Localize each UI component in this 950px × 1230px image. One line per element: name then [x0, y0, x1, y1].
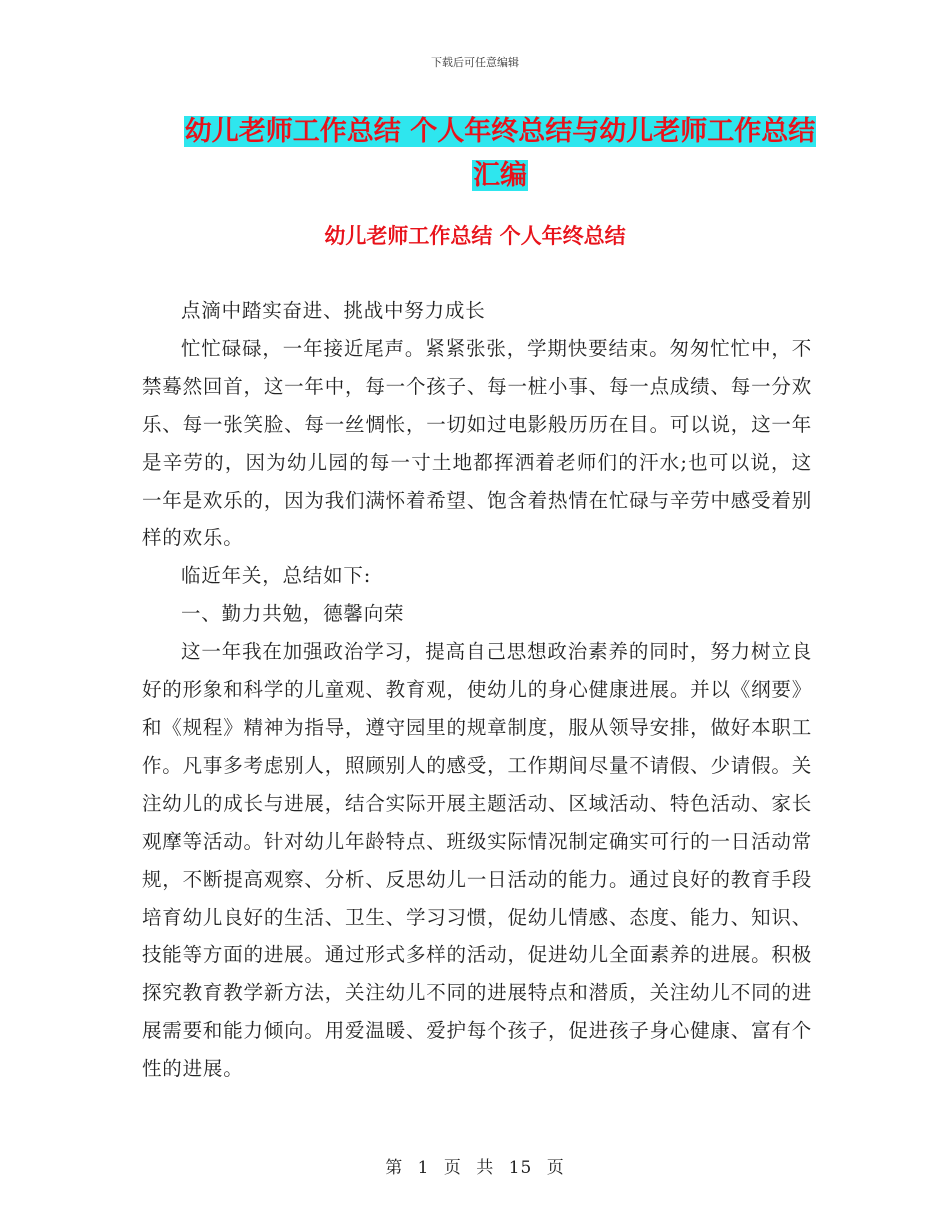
document-title — [140, 110, 860, 198]
footer-total-pages: 15 — [508, 1158, 533, 1178]
page-footer — [0, 1153, 950, 1178]
footer-page-unit: 页 — [443, 1158, 462, 1178]
footer-page-label: 第 — [385, 1158, 404, 1178]
paragraph-opening: 忙忙碌碌，一年接近尾声。紧紧张张，学期快要结束。匆匆忙忙中，不禁蓦然回首，这一年中，每一个孩子、每一桩小事、每一点成绩、每一分欢乐、每一张笑脸、每一丝惆怅，一切如过电影般历历在目。可以说，这一年是辛劳的，因为幼儿园的每一寸土地都挥洒着老师们的汗水;也可以说，这一年是欢乐的，因为我们满怀着希望、饱含着热情在忙碌与辛劳中感受着别样的欢乐。 — [142, 336, 812, 550]
footer-page-number: 1 — [417, 1158, 430, 1178]
section-title: 幼儿老师工作总结 个人年终总结 — [324, 224, 626, 248]
paragraph-summary-intro: 临近年关，总结如下: — [181, 564, 372, 588]
paragraph-section-body: 这一年我在加强政治学习，提高自己思想政治素养的同时，努力树立良好的形象和科学的儿童观、教育观，使幼儿的身心健康进展。并以《纲要》和《规程》精神为指导，遵守园里的规章制度，服从领导安排，做好本职工作。凡事多考虑别人，照顾别人的感受，工作期间尽量不请假、少请假。关注幼儿的成长与进展，结合实际开展主题活动、区域活动、特色活动、家长观摩等活动。针对幼儿年龄特点、班级实际情况制定确实可行的一日活动常规，不断提高观察、分析、反思幼儿一日活动的能力。通过良好的教育手段培育幼儿良好的生活、卫生、学习习惯，促幼儿情感、态度、能力、知识、技能等方面的进展。通过形式多样的活动，促进幼儿全面素养的进展。积极探究教育教学新方法，关注幼儿不同的进展特点和潜质，关注幼儿不同的进展需要和能力倾向。用爱温暖、爱护每个孩子，促进孩子身心健康、富有个性的进展。 — [142, 640, 812, 1081]
footer-total-unit: 页 — [546, 1158, 565, 1178]
title-line-1: 幼儿老师工作总结 个人年终总结与幼儿老师工作总结 — [184, 116, 816, 147]
paragraph-intro-heading: 点滴中踏实奋进、挑战中努力成长 — [181, 299, 486, 322]
header-note: 下载后可任意编辑 — [431, 56, 519, 69]
body-text — [142, 292, 812, 1088]
footer-total-label: 共 — [476, 1158, 495, 1178]
paragraph-section-heading: 一、勤力共勉，德馨向荣 — [181, 602, 405, 626]
title-line-2: 汇编 — [473, 160, 527, 191]
